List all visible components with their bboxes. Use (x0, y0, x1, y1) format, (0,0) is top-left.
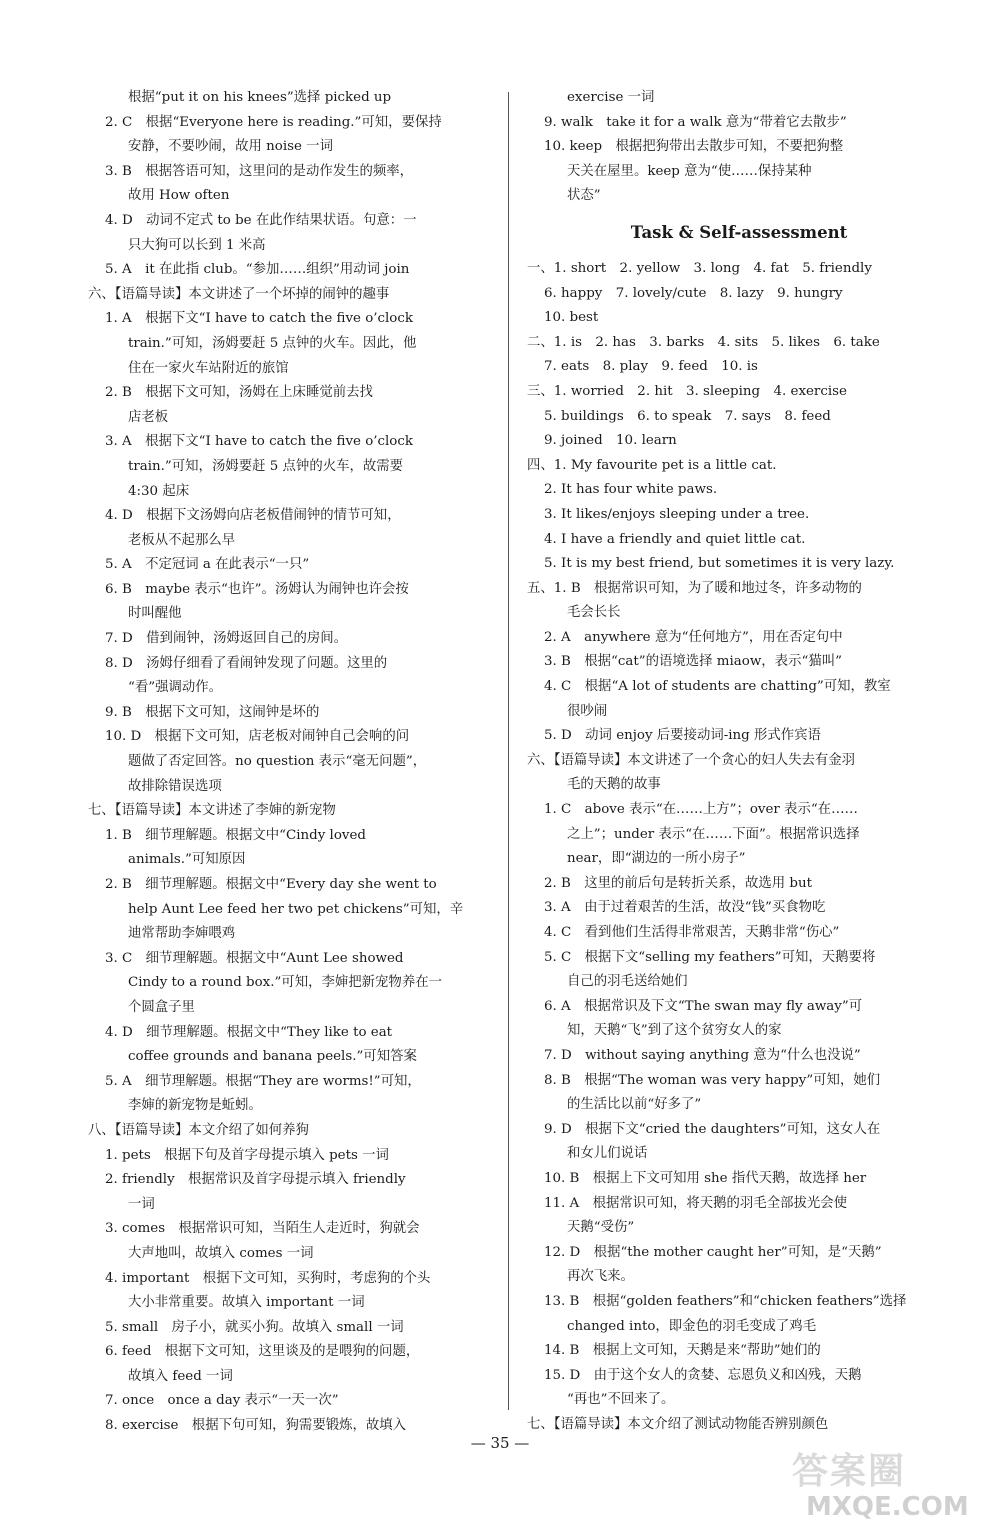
text-line: 4. C 看到他们生活得非常艰苦，天鹅非常“伤心” (544, 925, 840, 940)
text-line: 根据“put it on his knees”选择 picked up (128, 90, 392, 105)
text-line: 10. keep 根据把狗带出去散步可知，不要把狗整 (544, 139, 844, 155)
text-line: 故排除错误选项 (128, 778, 222, 794)
text-line: 个圆盒子里 (128, 999, 195, 1015)
text-line: “看”强调动作。 (128, 680, 223, 696)
column-divider (508, 92, 509, 1410)
text-line: 住在一家火车站附近的旅馆 (128, 360, 289, 376)
text-line: 4. C 根据“A lot of students are chatting”可知，教室 (544, 679, 891, 695)
text-line: 毛的天鹅的故事 (567, 777, 661, 793)
text-line: 12. D 根据“the mother caught her”可知，是“天鹅” (544, 1244, 882, 1260)
text-line: 故填入 feed 一词 (128, 1368, 233, 1384)
text-line: 一词 (128, 1196, 155, 1212)
text-line: 11. A 根据常识可知，将天鹅的羽毛全部拔光会使 (544, 1195, 848, 1211)
text-line: 8. exercise 根据下句可知，狗需要锻炼，故填入 (105, 1418, 407, 1434)
watermark-text: 答案圈 (792, 1451, 907, 1492)
text-line: exercise 一词 (567, 90, 655, 105)
text-line: 李婶的新宠物是蚯蚓。 (128, 1098, 262, 1114)
text-line: 5. A 不定冠词 a 在此表示“一只” (105, 557, 310, 573)
text-line: 再次飞来。 (567, 1269, 634, 1285)
right-column-top (527, 86, 951, 209)
text-line: 4. important 根据下文可知，买狗时，考虑狗的个头 (105, 1270, 431, 1286)
text-line: 4. I have a friendly and quiet little cat. (544, 531, 806, 547)
text-line: 安静，不要吵闹，故用 noise 一词 (128, 139, 333, 155)
text-line: 故用 How often (128, 188, 230, 204)
text-line: 3. A 根据下文“I have to catch the five o’clock (105, 434, 413, 450)
text-line: 6. happy 7. lovely/cute 8. lazy 9. hungry (544, 285, 843, 301)
text-line: 7. once once a day 表示“一天一次” (105, 1393, 339, 1409)
text-line: 8. D 汤姆仔细看了看闹钟发现了问题。这里的 (105, 655, 388, 671)
text-line: train.”可知，汤姆要赶 5 点钟的火车，故需要 (128, 458, 404, 474)
text-line: 6. B maybe 表示“也许”。汤姆认为闹钟也许会按 (105, 581, 409, 597)
right-column (527, 86, 951, 1437)
text-line: 10. B 根据上下文可知用 she 指代天鹅，故选择 her (544, 1170, 867, 1186)
left-column (88, 86, 490, 1439)
text-line: 9. D 根据下文“cried the daughters”可知，这女人在 (544, 1121, 881, 1137)
text-line: 2. B 细节理解题。根据文中“Every day she went to (105, 877, 437, 892)
text-line: 五、1. B 根据常识可知，为了暖和地过冬，许多动物的 (527, 580, 862, 596)
text-line: 天关在屋里。keep 意为“使……保持某种 (567, 163, 812, 179)
text-line: Cindy to a round box.”可知，李婶把新宠物养在一 (128, 975, 442, 991)
text-line: 5. A it 在此指 club。“参加……组织”用动词 join (105, 262, 410, 278)
text-line: 4. D 根据下文汤姆向店老板借闹钟的情节可知， (105, 508, 401, 524)
text-line: changed into，即金色的羽毛变成了鸡毛 (567, 1318, 817, 1334)
text-line: 七、【语篇导读】本文介绍了测试动物能否辨别颜色 (527, 1416, 829, 1432)
text-line: animals.”可知原因 (128, 852, 246, 868)
text-line: 二、1. is 2. has 3. barks 4. sits 5. likes 6. take (527, 334, 880, 350)
text-line: 7. eats 8. play 9. feed 10. is (544, 359, 758, 375)
text-line: 2. A anywhere 意为“任何地方”，用在否定句中 (544, 629, 843, 645)
text-line: 10. D 根据下文可知，店老板对闹钟自己会响的问 (105, 729, 410, 745)
text-line: 毛会长长 (567, 605, 621, 621)
text-line: 5. buildings 6. to speak 7. says 8. feed (544, 408, 831, 424)
right-column-bottom (527, 257, 951, 1438)
text-line: train.”可知，汤姆要赶 5 点钟的火车。因此，他 (128, 335, 417, 351)
text-line: 6. feed 根据下文可知，这里谈及的是喂狗的问题， (105, 1344, 420, 1360)
text-line: 只大狗可以长到 1 米高 (128, 237, 266, 253)
text-line: 7. D 借到闹钟，汤姆返回自己的房间。 (105, 631, 348, 647)
text-line: 六、【语篇导读】本文讲述了一个贪心的妇人失去有金羽 (527, 752, 856, 768)
section-heading: Task & Self-assessment (630, 222, 848, 242)
text-line: 2. C 根据“Everyone here is reading.”可知，要保持 (105, 114, 442, 130)
text-line: 1. B 细节理解题。根据文中“Cindy loved (105, 827, 366, 843)
text-line: 14. B 根据上文可知，天鹅是来“帮助”她们的 (544, 1343, 821, 1359)
text-line: 2. B 这里的前后句是转折关系，故选用 but (544, 875, 812, 891)
text-line: 13. B 根据“golden feathers”和“chicken feathers”选择 (544, 1293, 907, 1309)
text-line: 和女儿们说话 (567, 1146, 648, 1162)
text-line: 8. B 根据“The woman was very happy”可知，她们 (544, 1072, 881, 1088)
text-line: near，即“湖边的一所小房子” (567, 851, 746, 867)
text-line: 大小非常重要。故填入 important 一词 (128, 1295, 365, 1311)
text-line: 2. B 根据下文可知，汤姆在上床睡觉前去找 (105, 385, 373, 401)
text-line: 4. D 动词不定式 to be 在此作结果状语。句意：一 (105, 212, 417, 228)
text-line: 3. C 细节理解题。根据文中“Aunt Lee showed (105, 950, 404, 966)
watermark-url: MXQE.COM (806, 1492, 969, 1522)
watermark-logo (792, 1452, 988, 1526)
text-line: 七、【语篇导读】本文讲述了李婶的新宠物 (88, 803, 336, 819)
text-line: 的生活比以前“好多了” (567, 1097, 702, 1113)
text-line: 3. B 根据答语可知，这里问的是动作发生的频率， (105, 163, 414, 179)
text-line: 5. small 房子小，就买小狗。故填入 small 一词 (105, 1319, 404, 1335)
text-line: 很吵闹 (567, 703, 608, 719)
text-line: 3. B 根据“cat”的语境选择 miaow，表示“猫叫” (544, 654, 842, 670)
text-line: 2. It has four white paws. (544, 482, 718, 498)
text-line: 5. It is my best friend, but sometimes it is very lazy. (544, 556, 895, 572)
text-line: 之上”；under 表示“在……下面”。根据常识选择 (567, 826, 860, 842)
text-line: 八、【语篇导读】本文介绍了如何养狗 (88, 1122, 309, 1138)
text-line: 迪常帮助李婶喂鸡 (128, 926, 236, 942)
text-line: 3. comes 根据常识可知，当陌生人走近时，狗就会 (105, 1221, 420, 1237)
text-line: 6. A 根据常识及下文“The swan may fly away”可 (544, 998, 863, 1014)
text-line: 店老板 (128, 409, 169, 425)
text-line: 自己的羽毛送给她们 (567, 974, 688, 990)
text-line: 老板从不起那么早 (128, 532, 236, 548)
page-number: — 35 — (470, 1434, 530, 1452)
text-line: 天鹅“受伤” (567, 1220, 635, 1236)
text-line: 3. It likes/enjoys sleeping under a tree. (544, 506, 810, 522)
text-line: 1. pets 根据下句及首字母提示填入 pets 一词 (105, 1147, 389, 1163)
text-line: 10. best (544, 310, 599, 326)
text-line: 9. joined 10. learn (544, 433, 677, 449)
text-line: 三、1. worried 2. hit 3. sleeping 4. exercise (527, 383, 847, 399)
text-line: 4. D 细节理解题。根据文中“They like to eat (105, 1024, 393, 1040)
text-line: 9. B 根据下文可知，这闹钟是坏的 (105, 704, 320, 720)
text-line: 一、1. short 2. yellow 3. long 4. fat 5. friendly (527, 260, 872, 276)
text-line: 3. A 由于过着艰苦的生活，故没“钱”买食物吃 (544, 900, 826, 916)
text-line: 时叫醒他 (128, 606, 182, 622)
text-line: 题做了否定回答。no question 表示“毫无问题”， (128, 754, 427, 770)
text-line: coffee grounds and banana peels.”可知答案 (128, 1049, 417, 1065)
text-line: 5. D 动词 enjoy 后要接动词-ing 形式作宾语 (544, 728, 821, 744)
text-line: 15. D 由于这个女人的贪婪、忘恩负义和凶残，天鹅 (544, 1367, 862, 1383)
text-line: 1. A 根据下文“I have to catch the five o’clock (105, 311, 413, 327)
text-line: 9. walk take it for a walk 意为“带着它去散步” (544, 114, 847, 130)
text-line: 4:30 起床 (128, 483, 190, 499)
text-line: 5. A 细节理解题。根据“They are worms!”可知， (105, 1073, 421, 1089)
text-line: “再也”不回来了。 (567, 1392, 675, 1408)
text-line: 四、1. My favourite pet is a little cat. (527, 457, 777, 473)
text-line: 7. D without saying anything 意为“什么也没说” (544, 1047, 861, 1063)
text-line: 六、【语篇导读】本文讲述了一个坏掉的闹钟的趣事 (88, 286, 390, 302)
text-line: 1. C above 表示“在……上方”；over 表示“在…… (544, 802, 858, 818)
text-line: 2. friendly 根据常识及首字母提示填入 friendly (105, 1172, 406, 1188)
text-line: help Aunt Lee feed her two pet chickens”可知，辛 (128, 901, 464, 917)
text-line: 大声地叫，故填入 comes 一词 (128, 1245, 314, 1261)
text-line: 状态” (567, 188, 601, 204)
text-line: 5. C 根据下文“selling my feathers”可知，天鹅要将 (544, 949, 876, 965)
text-line: 知，天鹅“飞”到了这个贫穷女人的家 (567, 1023, 782, 1039)
